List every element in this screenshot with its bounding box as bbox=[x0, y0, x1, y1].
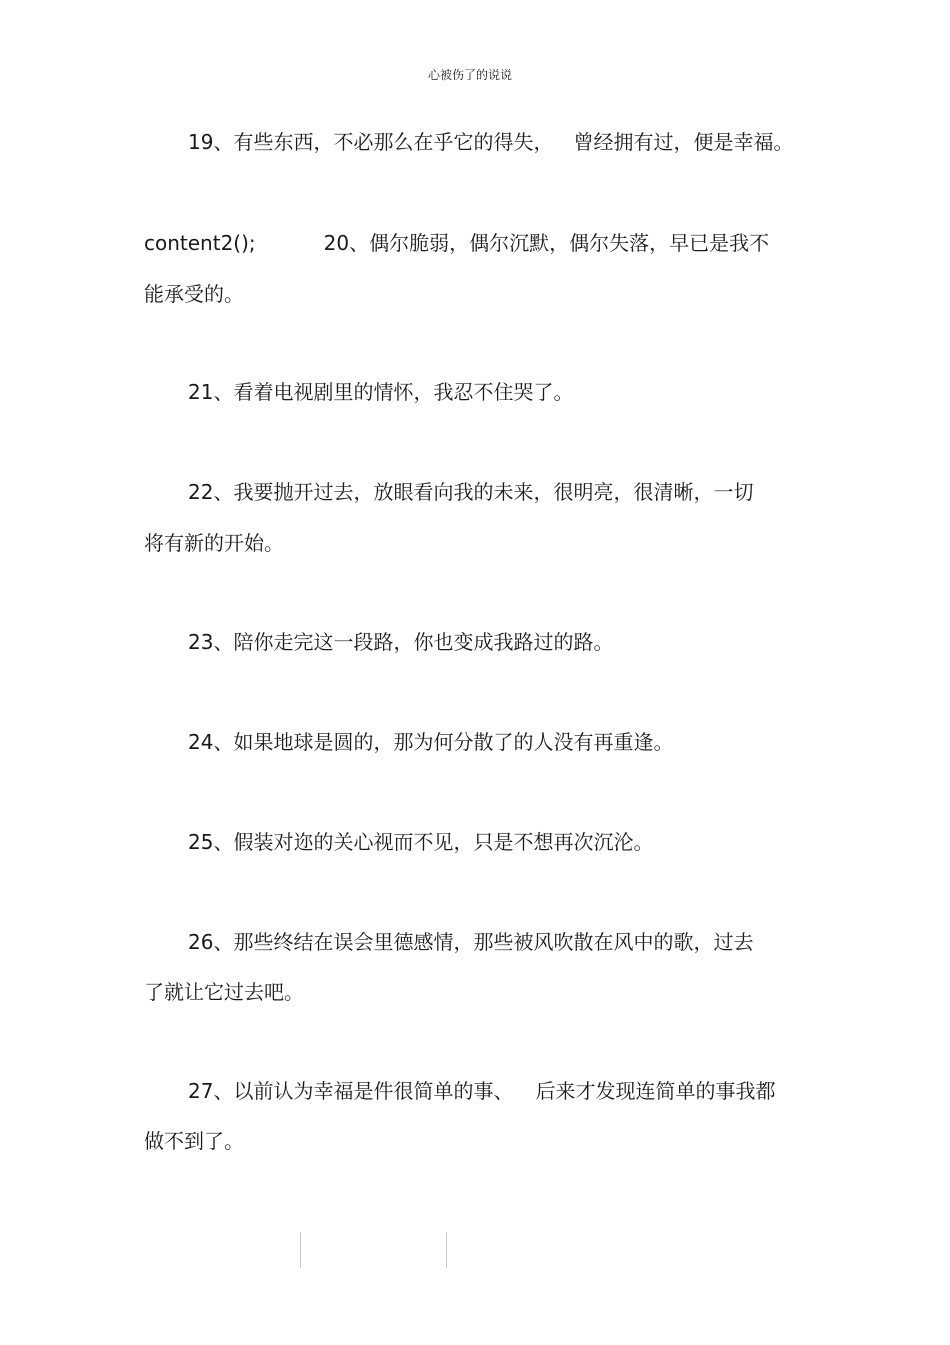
item-23-line-1: 23、陪你走完这一段路，你也变成我路过的路。 bbox=[188, 630, 614, 654]
item-20-line-2: 能承受的。 bbox=[144, 282, 244, 306]
item-22-line-1: 22、我要抛开过去，放眼看向我的未来，很明亮，很清晰，一切 bbox=[188, 480, 754, 504]
page-header: 心被伤了的说说 bbox=[427, 68, 512, 82]
item-25-line-1: 25、假装对迩的关心视而不见，只是不想再次沉沦。 bbox=[188, 830, 654, 854]
code-artifact: content2(); bbox=[144, 231, 256, 255]
item-26-line-1: 26、那些终结在误会里德感情，那些被风吹散在风中的歌，过去 bbox=[188, 930, 754, 954]
item-19-text-a: 19、有些东西，不必那么在乎它的得失， bbox=[188, 130, 554, 154]
item-27-text-b: 后来才发现连简单的事我都 bbox=[535, 1079, 776, 1103]
item-20-line-1 bbox=[144, 229, 769, 257]
item-19-line-1 bbox=[188, 128, 793, 156]
item-27-text-a: 27、以前认为幸福是件很简单的事、 bbox=[188, 1079, 514, 1103]
item-20-text: 20、偶尔脆弱，偶尔沉默，偶尔失落，早已是我不 bbox=[323, 231, 770, 255]
item-26-line-2: 了就让它过去吧。 bbox=[144, 980, 304, 1004]
item-22-line-2: 将有新的开始。 bbox=[144, 531, 284, 555]
item-19-text-b: 曾经拥有过，便是幸福。 bbox=[573, 130, 794, 154]
item-27-line-2: 做不到了。 bbox=[144, 1129, 244, 1153]
item-21-line-1: 21、看着电视剧里的情怀，我忍不住哭了。 bbox=[188, 380, 574, 404]
divider-left bbox=[300, 1232, 301, 1268]
item-24-line-1: 24、如果地球是圆的，那为何分散了的人没有再重逢。 bbox=[188, 730, 674, 754]
item-27-line-1 bbox=[188, 1077, 775, 1105]
divider-right bbox=[446, 1232, 447, 1268]
